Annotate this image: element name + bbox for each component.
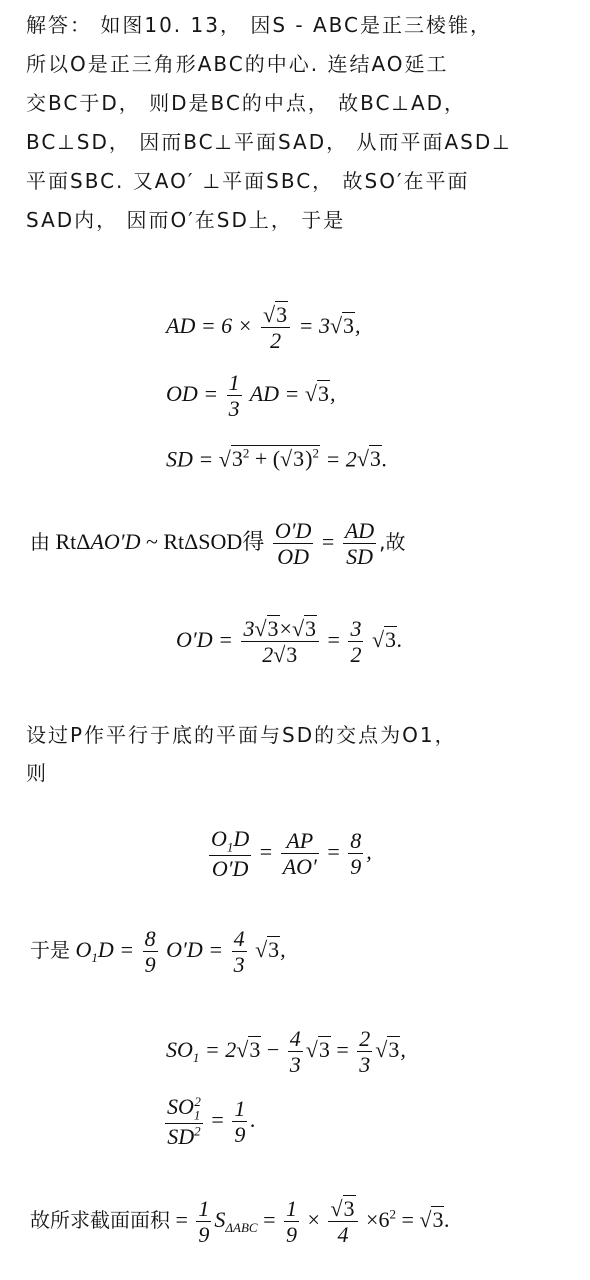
final-answer: 故所求截面面积 = $\frac{1}{9}$ $S_{\Delta ABC}$ = $\frac{1}{9}$ × $\frac{√3}{4}$ $\times 6^2 = √3$. [30,1196,450,1248]
setup-line: 则 [26,761,48,785]
equation-sd: SD = $√3^2 + (√3)^2 = 2√3$. [166,446,388,472]
fraction: $\frac{2}{3}$ [359,1026,371,1078]
equation-area-ratio: $\frac{SO_1^2}{SD^2}$ = $\frac{1}{9}$ . [167,1093,256,1150]
fraction: $\frac{1}{9}$ [286,1196,298,1248]
similar-triangles-line: 由 RtΔAO′D ~ RtΔSOD得 $\frac{O'D}{OD}$ = $\frac{AD}{SD}$ ,故 [30,518,406,570]
fraction: $\frac{8}{9}$ [350,828,362,880]
fraction: $\frac{AP}{AO'}$ [282,828,317,880]
fraction: $\frac{8}{9}$ [144,926,156,978]
equation-so1: $SO_1 = 2√3$ − $\frac{4}{3}$ √3 = $\frac{2}{3}$ √3, [166,1026,406,1078]
setup-paragraph [26,716,566,792]
fraction: $\frac{AD}{SD}$ [344,518,375,570]
intro-line: 交BC于D， 则D是BC的中点， 故BC⊥AD， [26,91,467,115]
intro-line: 解答： 如图10. 13， 因S - ABC是正三棱锥， [26,13,492,37]
fraction: $\frac{O'D}{OD}$ [274,518,312,570]
fraction: $\frac{4}{3}$ [289,1026,301,1078]
fraction: $\frac{1}{9}$ [234,1096,246,1148]
setup-line: 设过P作平行于底的平面与SD的交点为O1， [26,723,457,747]
equation-o1d: 于是 $O_1D$ = $\frac{8}{9}$ O′D = $\frac{4}{3}$ √3, [30,926,286,978]
fraction: $\frac{3√3\times√3}{2√3}$ [241,616,319,668]
equation-opd: O′D = $\frac{3√3\times√3}{2√3}$ = $\frac{3}{2}$ √3. [176,616,403,668]
fraction: $\frac{1}{9}$ [198,1196,210,1248]
equation-ratio: $\frac{O_1D}{O'D}$ = $\frac{AP}{AO'}$ = $\frac{8}{9}$ , [211,826,372,882]
fraction: $\frac{SO_1^2}{SD^2}$ [167,1093,201,1150]
intro-line: BC⊥SD， 因而BC⊥平面SAD， 从而平面ASD⊥ [26,130,512,154]
fraction: $\frac{3}{2}$ [350,616,362,668]
fraction: $\frac{√3}{2}$ [261,302,290,354]
intro-line: 所以O是正三角形ABC的中心. 连结AO延工 [26,52,449,76]
fraction: $\frac{√3}{4}$ [328,1196,357,1248]
equation-ad: AD = 6 × $\frac{√3}{2}$ = 3√3, [166,302,361,354]
intro-line: SAD内， 因而O′在SD上， 于是 [26,208,346,232]
fraction: $\frac{1}{3}$ [228,370,240,422]
fraction: $\frac{O_1D}{O'D}$ [211,826,250,882]
intro-paragraph [26,6,566,240]
fraction: $\frac{4}{3}$ [233,926,245,978]
intro-line: 平面SBC. 又AO′ ⊥平面SBC， 故SO′在平面 [26,169,470,193]
equation-od: OD = $\frac{1}{3}$ AD = √3, [166,370,336,422]
